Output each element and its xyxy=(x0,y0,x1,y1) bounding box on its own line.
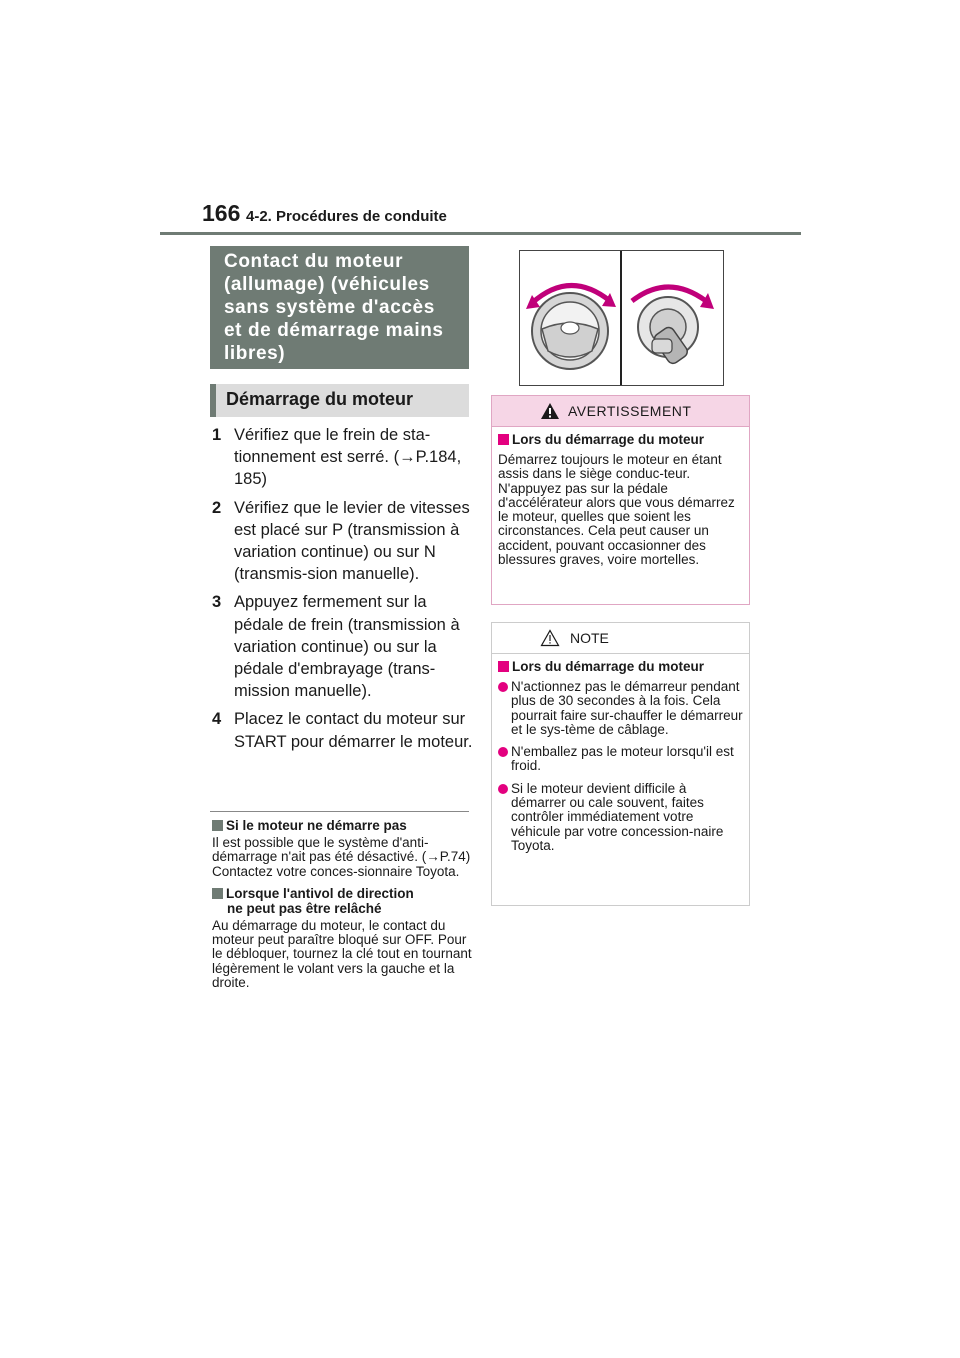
note-box xyxy=(491,622,750,906)
step-number: 3 xyxy=(212,593,222,612)
steering-wheel-icon xyxy=(526,285,616,369)
notes-section xyxy=(212,816,474,997)
warning-icon xyxy=(540,402,560,420)
round-bullet-icon xyxy=(498,682,508,692)
note-bullet: N'emballez pas le moteur lorsqu'il est froid. xyxy=(492,745,749,774)
round-bullet-icon xyxy=(498,747,508,757)
note-header xyxy=(492,623,749,654)
step-number: 1 xyxy=(212,426,222,444)
step-item xyxy=(212,424,474,491)
warning-box xyxy=(491,395,750,605)
warning-label: AVERTISSEMENT xyxy=(568,403,692,419)
step-text: Vérifiez que le frein de sta-tionnement est serré. (→P.184, 185) xyxy=(234,426,462,489)
step-text: Placez le contact du moteur sur START pour démarrer le moteur. xyxy=(234,710,473,751)
square-bullet-icon xyxy=(212,888,223,899)
ignition-illustration xyxy=(519,250,724,386)
step-number: 2 xyxy=(212,498,222,517)
note-bullet: N'actionnez pas le démarreur pendant plus de 30 secondes à la fois. Cela pourrait faire sur-chauffer le démarreur et le sys-tème de câblage. xyxy=(492,680,749,737)
warning-heading: Lors du démarrage du moteur xyxy=(492,427,749,447)
note-heading: Lorsque l'antivol de direction ne peut pas être relâché xyxy=(212,886,474,916)
step-list xyxy=(212,424,474,759)
square-bullet-icon xyxy=(498,661,509,672)
ignition-key-icon xyxy=(632,287,714,366)
step-item xyxy=(212,708,474,752)
note-text: Au démarrage du moteur, le contact du moteur peut paraître bloqué sur OFF. Pour le débloquer, tournez la clé tout en tournant légèrement le volant vers la gauche et la droite. xyxy=(212,917,472,991)
step-item xyxy=(212,591,474,702)
step-number: 4 xyxy=(212,710,222,729)
caution-icon xyxy=(540,629,560,647)
note-bullet: Si le moteur devient difficile à démarrer ou cale souvent, faites contrôler immédiatement votre véhicule par votre concession-naire Toyota. xyxy=(492,782,749,853)
note-label: NOTE xyxy=(570,630,609,646)
step-item xyxy=(212,497,474,586)
notes-divider xyxy=(210,811,469,812)
chapter-title: 4-2. Procédures de conduite xyxy=(246,208,447,225)
warning-text: Démarrez toujours le moteur en étant assis dans le siège conduc-teur. N'appuyez pas sur la pédale d'accélérateur alors que vous démarrez le moteur, quelles que soient les circonstances. Cela peut causer un accident, pouvant occasionner des blessures graves, voire mortelles. xyxy=(498,452,735,568)
step-text: Vérifiez que le levier de vitesses est placé sur P (transmission à variation continue) ou sur N (transmis-sion manuelle). xyxy=(234,498,470,584)
note-text: Il est possible que le système d'anti-démarrage n'ait pas été désactivé. (→P.74) Contactez votre conces-sionnaire Toyota. xyxy=(212,835,471,879)
warning-header xyxy=(492,396,749,427)
subsection-title: Démarrage du moteur xyxy=(210,384,469,417)
section-title: Contact du moteur (allumage) (véhicules sans système d'accès et de démarrage mains libres) xyxy=(210,246,469,369)
square-bullet-icon xyxy=(212,820,223,831)
square-bullet-icon xyxy=(498,434,509,445)
step-text: Appuyez fermement sur la pédale de frein (transmission à variation continue) ou sur la pédale d'embrayage (trans-mission manuelle). xyxy=(234,593,460,701)
header-rule xyxy=(160,232,801,235)
page-number: 166 xyxy=(202,200,241,226)
note-heading: Si le moteur ne démarre pas xyxy=(212,818,474,833)
round-bullet-icon xyxy=(498,784,508,794)
note-heading: Lors du démarrage du moteur xyxy=(492,654,749,674)
